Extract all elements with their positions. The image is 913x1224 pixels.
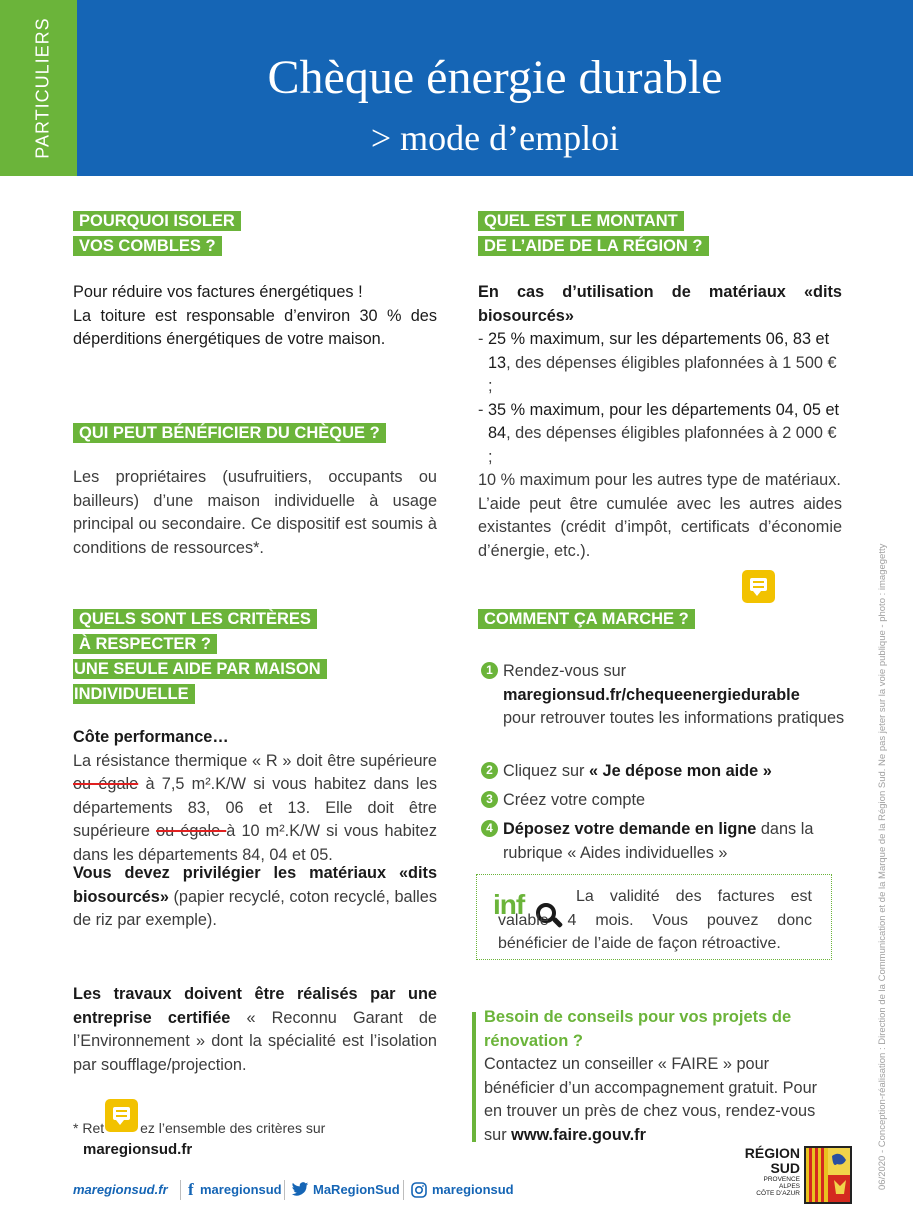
info-logo: inf bbox=[493, 889, 525, 920]
comment-note-icon bbox=[742, 570, 775, 603]
performance-text bbox=[73, 750, 437, 868]
amount-item bbox=[478, 328, 842, 399]
region-logo-line: CÔTE D’AZUR bbox=[756, 1190, 800, 1197]
step-text: pour retrouver toutes les informations pratiques bbox=[503, 709, 845, 727]
step-number: 3 bbox=[481, 791, 498, 808]
advice-link[interactable]: www.faire.gouv.fr bbox=[511, 1125, 646, 1144]
amount-intro: En cas d’utilisation de matériaux «dits biosourcés» bbox=[478, 283, 842, 325]
step-number: 4 bbox=[481, 820, 498, 837]
heading-line: QUI PEUT BÉNÉFICIER DU CHÈQUE ? bbox=[73, 423, 386, 443]
page-subtitle: > mode d’emploi bbox=[370, 118, 620, 158]
dash: - bbox=[478, 400, 488, 419]
performance-text-part: à 10 m².K/W si vous habitez dans les départements 84, 04 et 05. bbox=[73, 822, 437, 864]
info-text: La validité des factures est valable 4 mois. Vous pouvez donc bénéficier de l’aide de façon rétroactive. bbox=[498, 888, 812, 952]
instagram-icon bbox=[411, 1182, 427, 1198]
dash: - bbox=[478, 330, 488, 348]
facebook-icon: f bbox=[188, 1180, 194, 1199]
amount-item-bold: 35 % maximum, pour les départements 04, 05 et 84 bbox=[487, 400, 840, 442]
advice-body bbox=[484, 1053, 839, 1147]
heading-line: À RESPECTER ? bbox=[73, 634, 217, 654]
step-link[interactable]: maregionsud.fr/chequeenergiedurable bbox=[503, 685, 800, 704]
why-body-line: Pour réduire vos factures énergétiques ! bbox=[73, 283, 363, 301]
step-1 bbox=[481, 660, 851, 731]
footer-separator bbox=[403, 1180, 404, 1200]
performance-title: Côte performance… bbox=[73, 728, 229, 746]
amount-item bbox=[478, 399, 842, 470]
amount-item-rest: , des dépenses éligibles plafonnées à 1 500 € ; bbox=[488, 353, 837, 395]
footer-site-link[interactable]: maregionsud.fr bbox=[73, 1182, 168, 1197]
footnote-star: * Ret bbox=[73, 1120, 105, 1136]
heading-how-it-works bbox=[478, 607, 695, 632]
info-box bbox=[476, 874, 832, 960]
heading-line: QUELS SONT LES CRITÈRES bbox=[73, 609, 317, 629]
materials-bold: Vous devez privilégier les matériaux «dits biosourcés» bbox=[73, 864, 437, 906]
heading-line: COMMENT ÇA MARCHE ? bbox=[478, 609, 695, 629]
region-logo-line: PROVENCE bbox=[763, 1176, 800, 1183]
step-2 bbox=[481, 760, 851, 784]
heading-line: INDIVIDUELLE bbox=[73, 684, 195, 704]
heading-who-benefits bbox=[73, 421, 386, 446]
performance-text-part: La résistance thermique « R » doit être supérieure bbox=[73, 751, 437, 770]
region-logo-text bbox=[728, 1146, 800, 1197]
works-bold: Les travaux doivent être réalisés par une entreprise certifiée bbox=[73, 985, 437, 1027]
performance-block bbox=[73, 726, 437, 867]
why-body-line: La toiture est responsable d’environ 30 % des déperditions énergétiques de votre maison. bbox=[73, 306, 437, 348]
works-paragraph bbox=[73, 983, 437, 1077]
why-body bbox=[73, 281, 437, 352]
step-text: Cliquez sur bbox=[503, 762, 589, 780]
step-number: 2 bbox=[481, 762, 498, 779]
heading-criteria bbox=[73, 607, 327, 707]
header-banner bbox=[0, 0, 913, 176]
region-logo-line: RÉGION bbox=[744, 1145, 800, 1161]
advice-title: Besoin de conseils pour vos projets de rénovation ? bbox=[484, 1008, 792, 1050]
footer-separator bbox=[180, 1180, 181, 1200]
footnote-link[interactable]: maregionsud.fr bbox=[83, 1141, 193, 1158]
side-tab bbox=[0, 0, 77, 176]
amount-body bbox=[478, 281, 842, 563]
step-bold: « Je dépose mon aide » bbox=[588, 762, 772, 780]
advice-accent-bar bbox=[472, 1012, 476, 1142]
struck-text: ou égale bbox=[73, 775, 139, 793]
step-text: Rendez-vous sur bbox=[503, 662, 627, 680]
materials-rest: (papier recyclé, coton recyclé, balles de riz par exemple). bbox=[73, 887, 437, 929]
step-number: 1 bbox=[481, 662, 498, 679]
vertical-credit: 06/2020 - Conception-réalisation : Direction de la Communication et de la Marque de la Région Sud. Ne pas jeter sur la voie publique - photo : imagegetty bbox=[877, 543, 888, 1190]
performance-text-part: à 7,5 m².K/W si vous habitez dans les départements 83, 06 et 13. Elle doit être supérieure bbox=[73, 775, 437, 840]
advice-text: Contactez un conseiller « FAIRE » pour bénéficier d’un accompagnement gratuit. Pour en trouver un près de chez vous, rendez-vous sur bbox=[484, 1055, 818, 1144]
footer-facebook[interactable]: maregionsud bbox=[200, 1182, 282, 1197]
amount-cumul: L’aide peut être cumulée avec les autres aides existantes (crédit d’impôt, certificats d’économie d’énergie, etc.). bbox=[478, 494, 842, 560]
step-bold: Déposez votre demande en ligne bbox=[503, 820, 757, 838]
materials-paragraph bbox=[73, 862, 437, 933]
who-body: Les propriétaires (usufruitiers, occupants ou bailleurs) d’une maison individuelle à usage principal ou secondaire. Ce dispositif est soumis à conditions de ressources*. bbox=[73, 468, 437, 557]
heading-line: UNE SEULE AIDE PAR MAISON bbox=[73, 659, 327, 679]
page-title: Chèque énergie durable bbox=[267, 51, 723, 104]
step-text: Créez votre compte bbox=[503, 791, 646, 809]
region-coat-of-arms bbox=[804, 1146, 852, 1204]
struck-text: ou égale bbox=[156, 822, 227, 840]
heading-line: POURQUOI ISOLER bbox=[73, 211, 241, 231]
step-text: dans la rubrique « Aides individuelles » bbox=[503, 820, 814, 862]
footer-instagram[interactable]: maregionsud bbox=[432, 1182, 514, 1197]
step-4 bbox=[481, 818, 851, 865]
footer-separator bbox=[284, 1180, 285, 1200]
heading-amount bbox=[478, 209, 709, 259]
amount-other: 10 % maximum pour les autres type de matériaux. bbox=[478, 471, 841, 489]
amount-item-rest: , des dépenses éligibles plafonnées à 2 000 € ; bbox=[488, 424, 837, 466]
heading-why-insulate bbox=[73, 209, 241, 259]
twitter-icon bbox=[291, 1182, 309, 1197]
heading-line: VOS COMBLES ? bbox=[73, 236, 222, 256]
heading-line: QUEL EST LE MONTANT bbox=[478, 211, 684, 231]
footnote-text: ez l’ensemble des critères sur bbox=[140, 1120, 326, 1136]
step-3 bbox=[481, 789, 851, 813]
region-logo-line: SUD bbox=[770, 1160, 800, 1176]
footer-twitter[interactable]: MaRegionSud bbox=[313, 1182, 400, 1197]
side-tab-label: PARTICULIERS bbox=[32, 17, 53, 159]
heading-line: DE L’AIDE DE LA RÉGION ? bbox=[478, 236, 709, 256]
region-logo-line: ALPES bbox=[779, 1183, 800, 1190]
amount-item-bold: 25 % maximum, sur les départements 06, 83 et 13 bbox=[487, 330, 830, 372]
comment-note-icon bbox=[105, 1099, 138, 1132]
works-rest: « Reconnu Garant de l’Environnement » dont la spécialité est l’isolation par soufflage/projection. bbox=[73, 1008, 437, 1074]
